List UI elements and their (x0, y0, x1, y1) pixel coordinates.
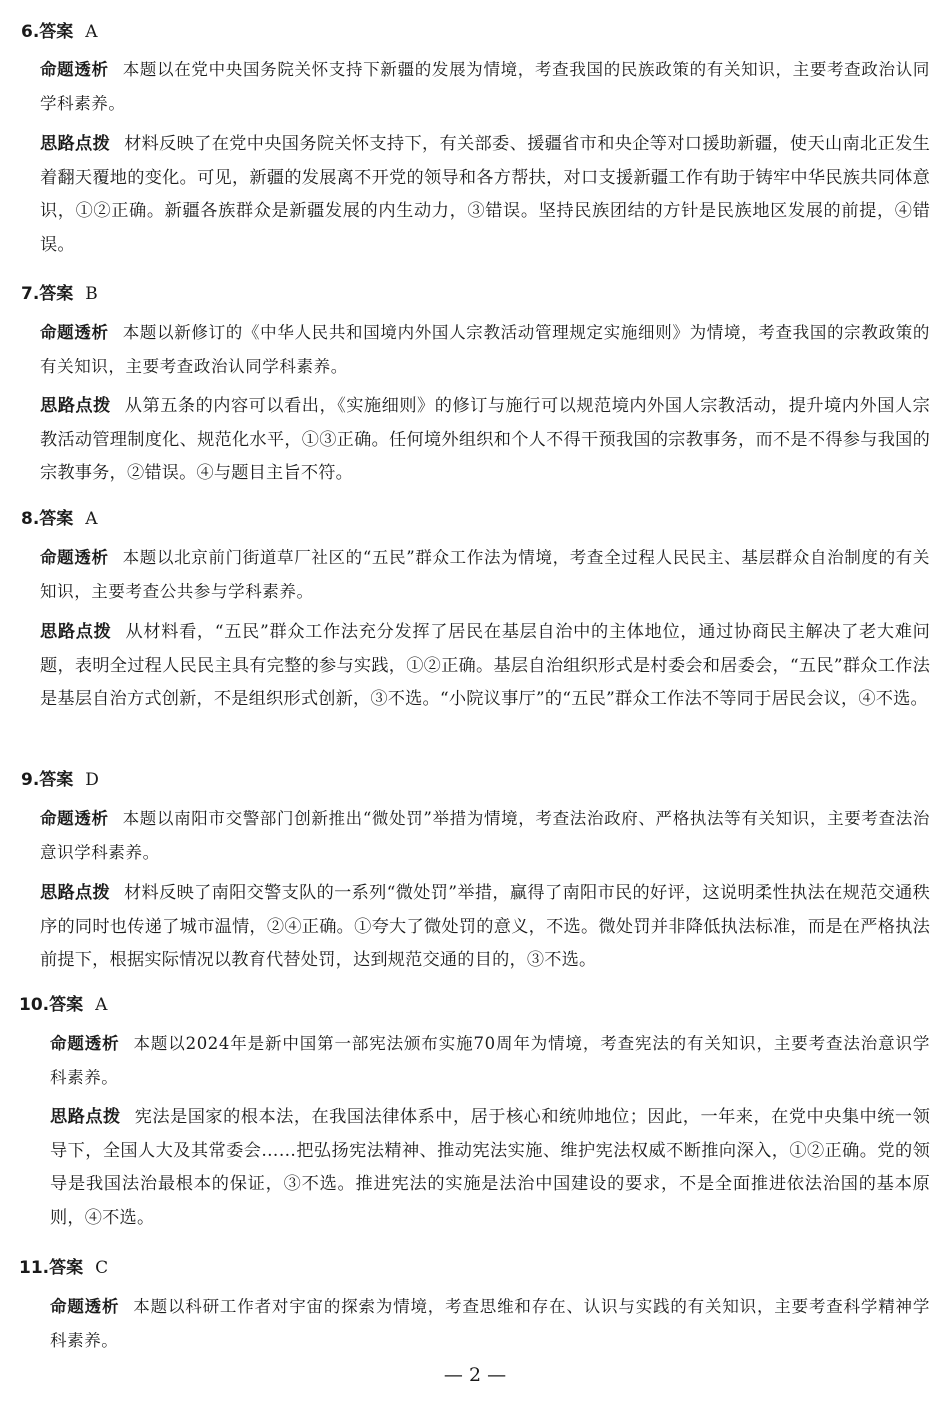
answer-value: A (85, 22, 98, 42)
analysis-text: 本题以南阳市交警部门创新推出“微处罚”举措为情境，考查法治政府、严格执法等有关知识，主要考查法治意识学科素养。 (40, 809, 931, 862)
reasoning-paragraph (40, 128, 930, 262)
reasoning-text: 材料反映了南阳交警支队的一系列“微处罚”举措，赢得了南阳市民的好评，这说明柔性执法在规范交通秩序的同时也传递了城市温情，②④正确。①夸大了微处罚的意义，不选。微处罚并非降低执法标准，而是在严格执法前提下，根据实际情况以教育代替处罚，达到规范交通的目的，③不选。 (40, 883, 930, 970)
analysis-text: 本题以在党中央国务院关怀支持下新疆的发展为情境，考查我国的民族政策的有关知识，主要考查政治认同学科素养。 (40, 60, 930, 113)
question-number: 11. (19, 1258, 50, 1278)
question-number: 9. (21, 770, 40, 790)
analysis-paragraph (40, 316, 930, 383)
analysis-paragraph (40, 802, 930, 869)
analysis-label: 命题透析 (40, 60, 109, 79)
answer-heading (21, 20, 98, 44)
answer-heading (19, 993, 107, 1017)
answer-value: B (85, 284, 98, 304)
analysis-label: 命题透析 (40, 809, 109, 828)
reasoning-label: 思路点拨 (50, 1107, 121, 1127)
answer-label: 答案 (39, 284, 74, 304)
question-number: 8. (21, 509, 40, 529)
answer-value: C (95, 1258, 109, 1278)
answer-label: 答案 (39, 770, 74, 790)
answer-value: A (85, 509, 98, 529)
reasoning-label: 思路点拨 (40, 134, 111, 154)
analysis-paragraph (50, 1290, 930, 1357)
answer-value: A (95, 995, 108, 1015)
analysis-label: 命题透析 (50, 1297, 120, 1316)
analysis-text: 本题以2024年是新中国第一部宪法颁布实施70周年为情境，考查宪法的有关知识，主要考查法治意识学科素养。 (50, 1034, 930, 1087)
question-number: 7. (21, 284, 40, 304)
question-number: 10. (19, 995, 50, 1015)
answer-label: 答案 (39, 22, 74, 42)
analysis-text: 本题以新修订的《中华人民共和国境内外国人宗教活动管理规定实施细则》为情境，考查我国的宗教政策的有关知识，主要考查政治认同学科素养。 (40, 323, 930, 376)
reasoning-text: 从第五条的内容可以看出，《实施细则》的修订与施行可以规范境内外国人宗教活动，提升境内外国人宗教活动管理制度化、规范化水平，①③正确。任何境外组织和个人不得干预我国的宗教事务，而不是不得参与我国的宗教事务，②错误。④与题目主旨不符。 (40, 396, 930, 483)
analysis-label: 命题透析 (50, 1034, 120, 1053)
reasoning-text: 材料反映了在党中央国务院关怀支持下，有关部委、援疆省市和央企等对口援助新疆，使天山南北正发生着翻天覆地的变化。可见，新疆的发展离不开党的领导和各方帮扶，对口支援新疆工作有助于铸牢中华民族共同体意识，①②正确。新疆各族群众是新疆发展的内生动力，③错误。坚持民族团结的方针是民族地区发展的前提，④错误。 (40, 134, 930, 255)
answer-heading (21, 282, 98, 306)
reasoning-label: 思路点拨 (40, 622, 112, 642)
reasoning-paragraph (40, 616, 930, 717)
reasoning-paragraph (40, 390, 930, 491)
answer-heading (21, 507, 98, 531)
reasoning-paragraph (40, 877, 930, 978)
reasoning-label: 思路点拨 (40, 396, 111, 416)
analysis-text: 本题以北京前门街道草厂社区的“五民”群众工作法为情境，考查全过程人民民主、基层群众自治制度的有关知识，主要考查公共参与学科素养。 (40, 548, 931, 601)
answer-label: 答案 (39, 509, 74, 529)
reasoning-label: 思路点拨 (40, 883, 111, 903)
reasoning-text: 从材料看，“五民”群众工作法充分发挥了居民在基层自治中的主体地位，通过协商民主解决了老大难问题，表明全过程人民民主具有完整的参与实践，①②正确。基层自治组织形式是村委会和居委会，“五民”群众工作法是基层自治方式创新，不是组织形式创新，③不选。“小院议事厅”的“五民”群众工作法不等同于居民会议，④不选。 (40, 622, 930, 709)
reasoning-paragraph (50, 1101, 930, 1235)
analysis-label: 命题透析 (40, 548, 109, 567)
page-number: — 2 — (443, 1364, 507, 1386)
answer-label: 答案 (49, 995, 84, 1015)
answer-value: D (85, 770, 99, 790)
answer-heading (19, 1256, 108, 1280)
analysis-paragraph (50, 1027, 930, 1094)
analysis-text: 本题以科研工作者对宇宙的探索为情境，考查思维和存在、认识与实践的有关知识，主要考查科学精神学科素养。 (50, 1297, 930, 1350)
reasoning-text: 宪法是国家的根本法，在我国法律体系中，居于核心和统帅地位；因此，一年来，在党中央集中统一领导下，全国人大及其常委会……把弘扬宪法精神、推动宪法实施、维护宪法权威不断推向深入，①②正确。党的领导是我国法治最根本的保证，③不选。推进宪法的实施是法治中国建设的要求，不是全面推进依法治国的基本原则，④不选。 (50, 1107, 930, 1228)
question-number: 6. (21, 22, 40, 42)
analysis-label: 命题透析 (40, 323, 109, 342)
answer-heading (21, 768, 99, 792)
analysis-paragraph (40, 541, 930, 608)
analysis-paragraph (40, 53, 930, 120)
answer-label: 答案 (49, 1258, 84, 1278)
